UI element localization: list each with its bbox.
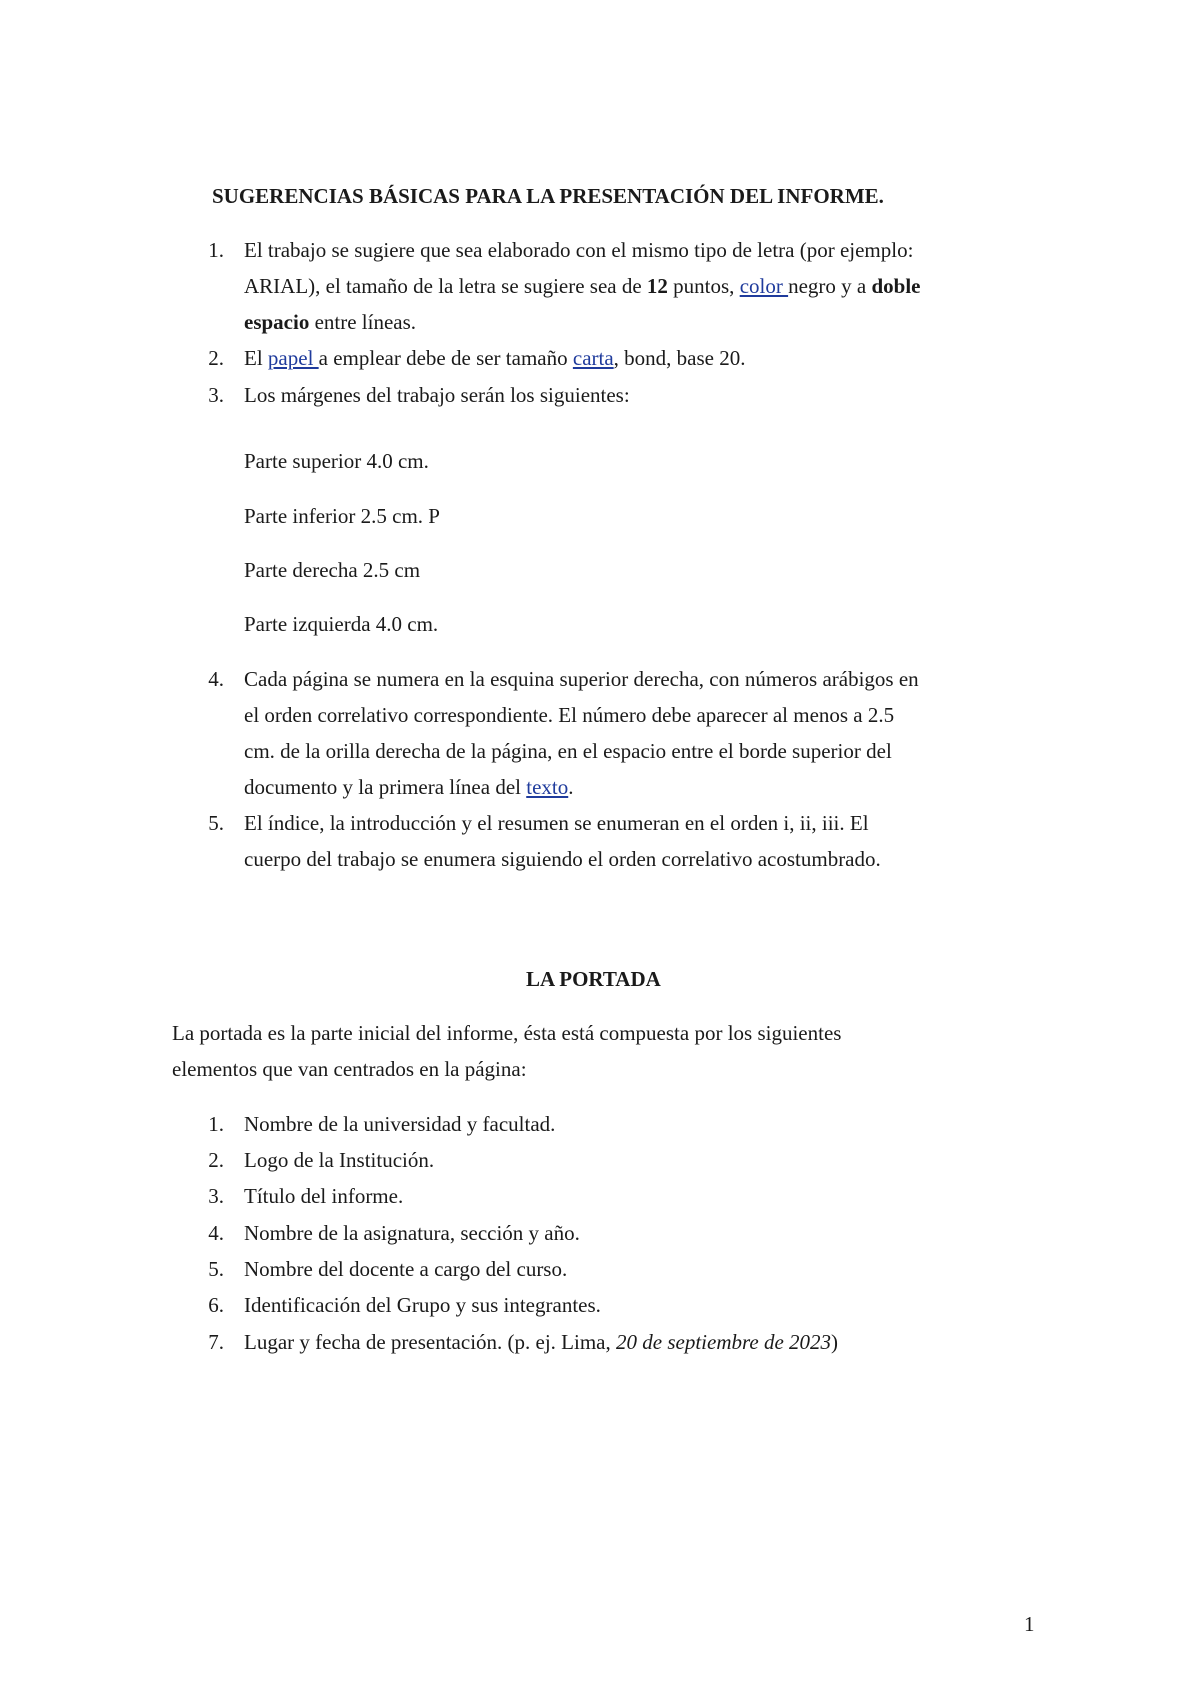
margin-line: Parte inferior 2.5 cm. P [244,504,440,528]
list-item-text: el orden correlativo correspondiente. El número debe aparecer al menos a 2.5 [244,703,895,727]
list-number: 5. [208,1257,224,1281]
list-item-text: Identificación del Grupo y sus integrantes. [244,1293,601,1317]
list-item-text: El papel a emplear debe de ser tamaño carta, bond, base 20. [244,346,746,370]
list-number: 7. [208,1330,224,1354]
list-item-text: documento y la primera línea del texto. [244,775,574,799]
list-item-text: ARIAL), el tamaño de la letra se sugiere sea de 12 puntos, color negro y a doble [244,274,921,298]
paragraph-text: elementos que van centrados en la página: [172,1057,527,1081]
list-item-text: Lugar y fecha de presentación. (p. ej. Lima, 20 de septiembre de 2023) [244,1330,839,1354]
page-number: 1 [1024,1612,1035,1636]
list-item-text: El trabajo se sugiere que sea elaborado con el mismo tipo de letra (por ejemplo: [244,238,914,262]
list-item-text: Cada página se numera en la esquina superior derecha, con números arábigos en [244,667,919,691]
link-texto[interactable]: texto [526,775,569,799]
list-item-text: Logo de la Institución. [244,1148,435,1172]
list-item-text: Título del informe. [244,1184,404,1208]
list-item-text: espacio entre líneas. [244,310,417,334]
list-number: 1. [208,238,224,262]
list-item-text: Nombre del docente a cargo del curso. [244,1257,568,1281]
link-papel[interactable]: papel [267,346,319,370]
list-number: 3. [208,1184,224,1208]
list-item-text: Nombre de la asignatura, sección y año. [244,1221,580,1245]
list-item-text: Los márgenes del trabajo serán los siguientes: [244,383,630,407]
list-number: 4. [208,667,224,691]
list-number: 3. [208,383,224,407]
section-title-sugerencias: SUGERENCIAS BÁSICAS PARA LA PRESENTACIÓN DEL INFORME. [212,184,884,208]
margin-line: Parte derecha 2.5 cm [244,558,421,582]
list-item-text: El índice, la introducción y el resumen se enumeran en el orden i, ii, iii. El [244,811,869,835]
paragraph-text: La portada es la parte inicial del informe, ésta está compuesta por los siguientes [172,1021,842,1045]
margin-line: Parte superior 4.0 cm. [244,449,429,473]
list-number: 4. [208,1221,224,1245]
list-number: 5. [208,811,224,835]
margin-line: Parte izquierda 4.0 cm. [244,612,439,636]
list-number: 6. [208,1293,224,1317]
link-color[interactable]: color [739,274,789,298]
list-item-text: cm. de la orilla derecha de la página, en el espacio entre el borde superior del [244,739,892,763]
list-number: 2. [208,1148,224,1172]
list-item-text: cuerpo del trabajo se enumera siguiendo el orden correlativo acostumbrado. [244,847,881,871]
list-number: 2. [208,346,224,370]
link-carta[interactable]: carta [572,346,614,370]
list-item-text: Nombre de la universidad y facultad. [244,1112,556,1136]
section-title-portada: LA PORTADA [526,967,661,991]
list-number: 1. [208,1112,224,1136]
